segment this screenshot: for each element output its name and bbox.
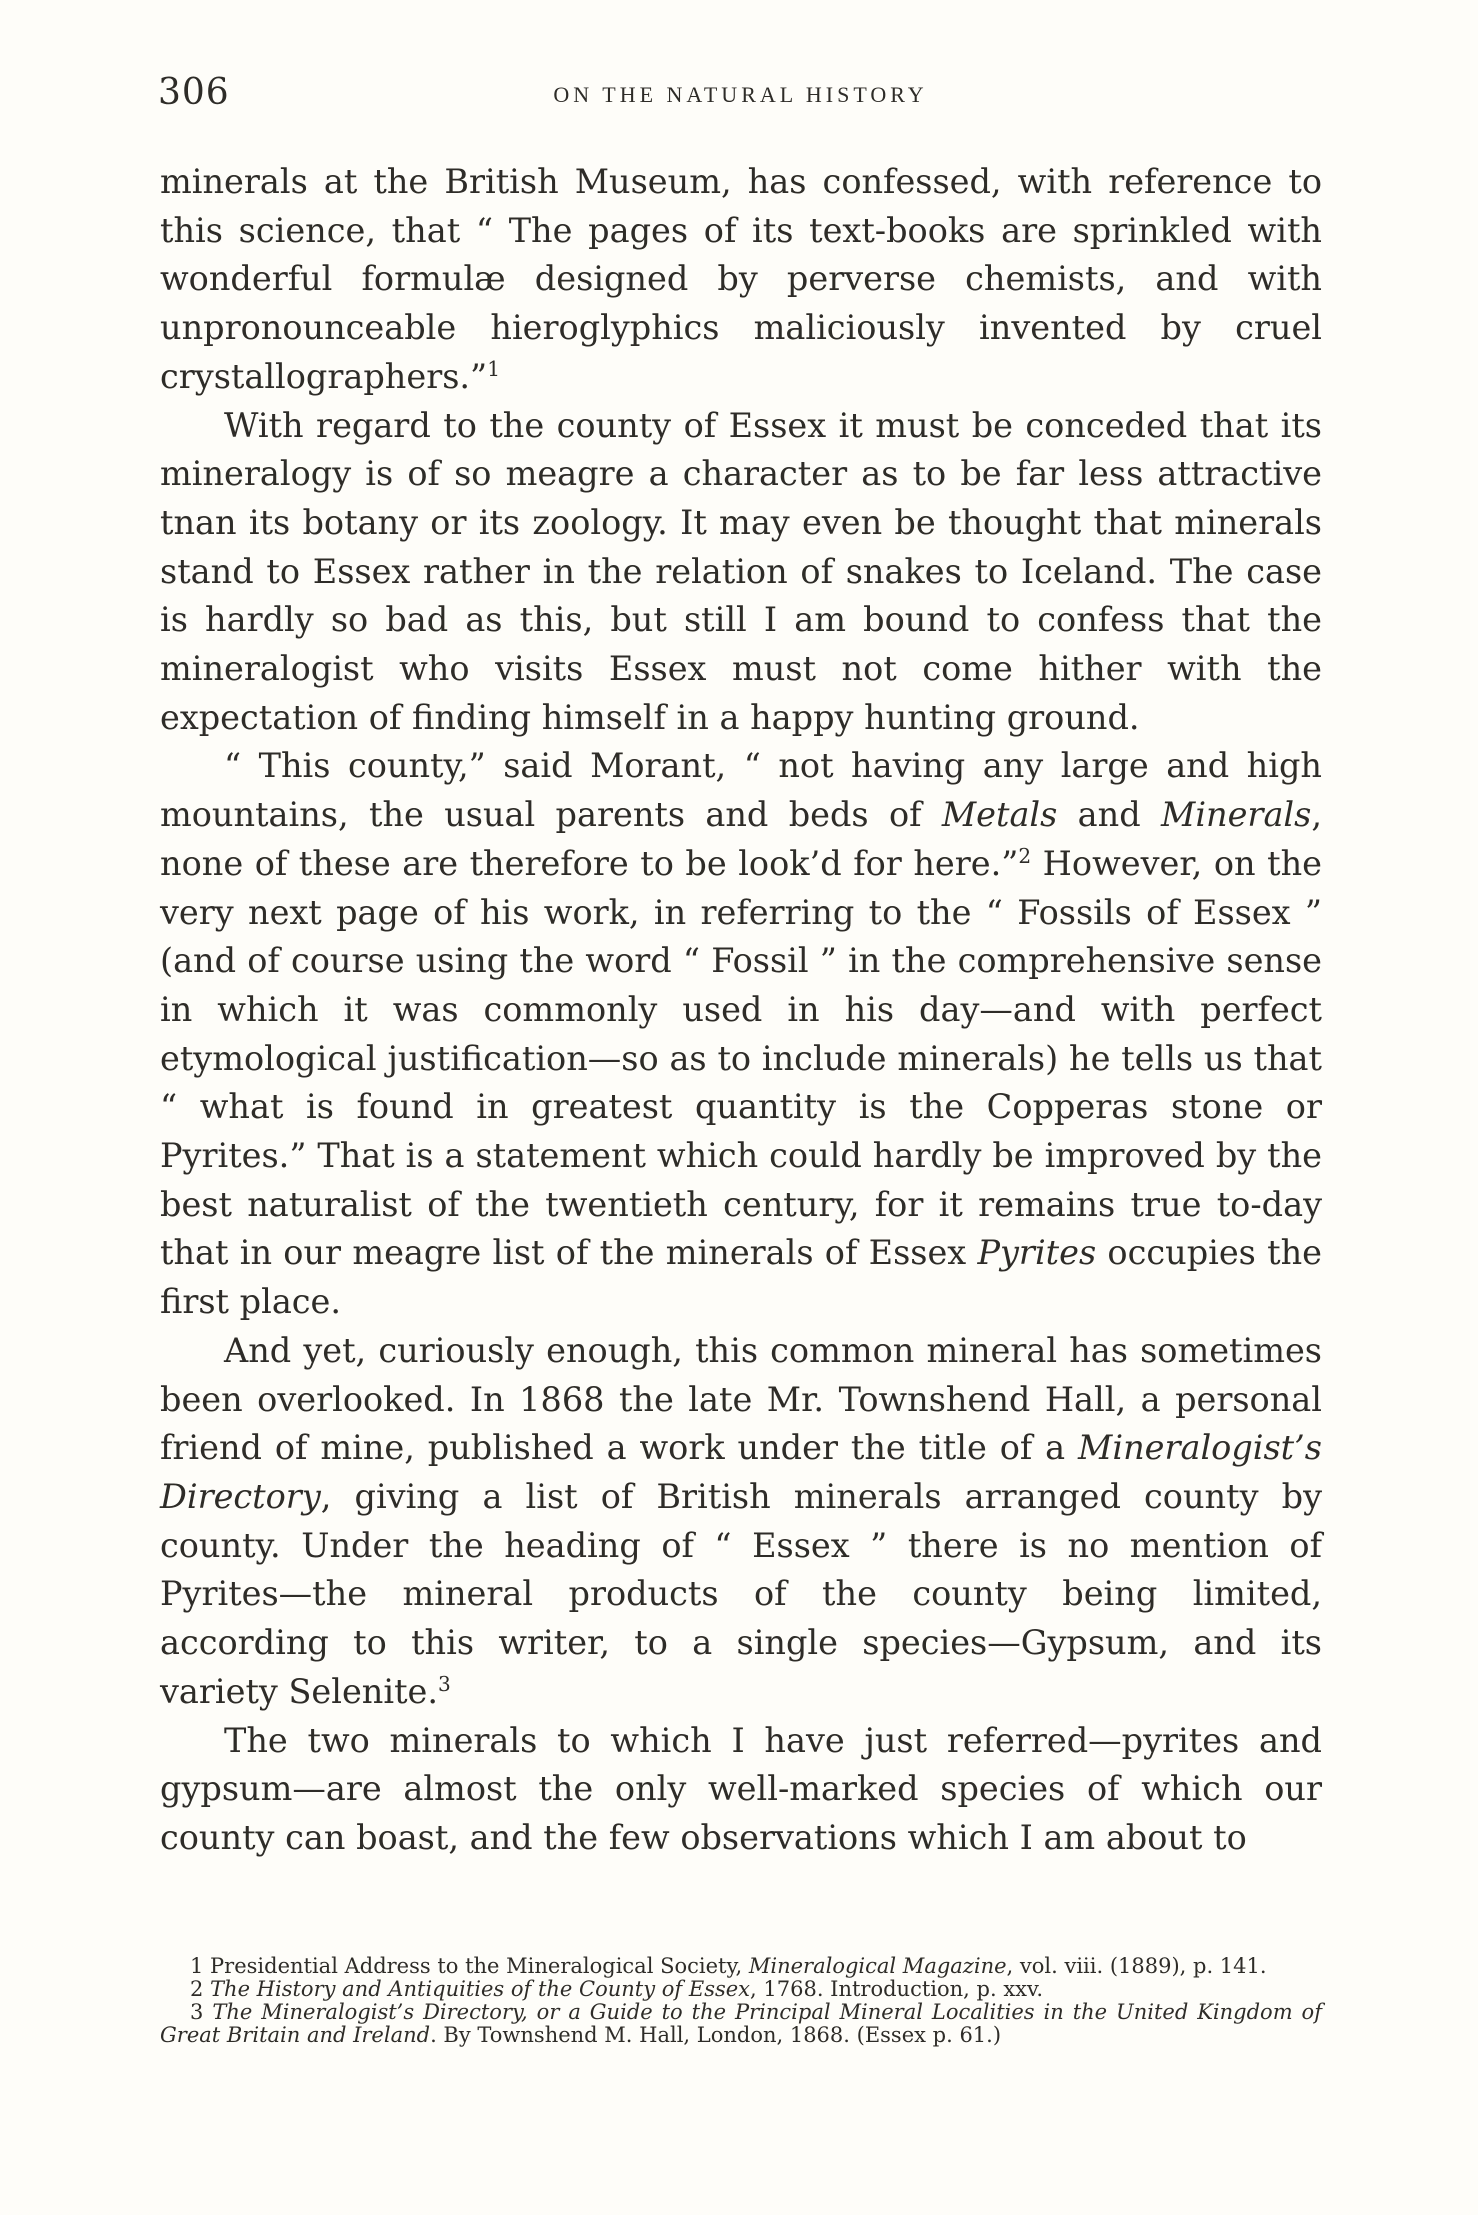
text-run: With regard to the county of Essex it must be conceded that its mineralogy is of so meagre a character as to be far less attractive tnan its botany or its zoology. It may even be thought that minerals stand to Essex rather in the relation of snakes to Iceland. The case is hardly so bad as this, but still I am bound to confess that the mineralogist who visits Essex must not come hither with the expectation of finding himself in a happy hunting ground.	[160, 405, 1322, 737]
text-run: minerals at the British Museum, has confessed, with reference to this science, that “ The pages of its text-books are sprinkled with wonderful formulæ designed by perverse chemists, and with unpronounceable hieroglyphics maliciously invented by cruel crystallographers.”	[160, 162, 1322, 396]
italic-text: Pyrites	[977, 1233, 1097, 1273]
text-run: However, on the very next page of his work, in referring to the “ Fossils of Essex ” (and of course using the word “ Fossil ” in the comprehensive sense in which it was commonly used in his day—and with perfect etymological justification—so as to include minerals) he tells us that “ what is found in greatest quantity is the Copperas stone or Pyrites.” That is a statement which could hardly be improved by the best naturalist of the twentieth century, for it remains true to-day that in our meagre list of the minerals of Essex	[160, 843, 1322, 1273]
footnotes	[160, 1955, 1322, 2047]
paragraph	[160, 1717, 1322, 1863]
text-run: , 1768. Introduction, p. xxv.	[750, 1977, 1044, 2001]
text-run: occupies the first place.	[160, 1233, 1322, 1322]
italic-text: Minerals	[1161, 795, 1312, 835]
text-run: and	[1057, 795, 1162, 835]
text-run: 3	[190, 2000, 213, 2024]
italic-text: The Mineralogist’s Directory, or a Guide to the Principal Mineral Localities in the United Kingdom of Great Britain and Ireland	[160, 2000, 1322, 2047]
text-run: “ This county,” said Morant, “ not having any large and high mountains, the usual parents and beds of	[160, 746, 1322, 835]
footnote	[160, 2001, 1322, 2047]
body-text	[160, 158, 1322, 1863]
paragraph	[160, 402, 1322, 743]
footnote-reference: 2	[1018, 843, 1032, 868]
footnote	[160, 1955, 1322, 1978]
text-run: , none of these are therefore to be look’d for here.”	[160, 795, 1322, 883]
text-run: The two minerals to which I have just referred—pyrites and gypsum—are almost the only well-marked species of which our county can boast, and the few observations which I am about to	[160, 1720, 1322, 1857]
text-run: . By Townshend M. Hall, London, 1868. (Essex p. 61.)	[430, 2023, 1002, 2047]
paragraph	[160, 158, 1322, 402]
footnote-reference: 1	[487, 356, 500, 381]
footnote	[160, 1978, 1322, 2001]
running-head: ON THE NATURAL HISTORY	[553, 82, 928, 107]
paragraph	[160, 1327, 1322, 1717]
italic-text: Mineralogical Magazine	[748, 1954, 1007, 1978]
italic-text: Metals	[941, 795, 1058, 835]
paragraph	[160, 742, 1322, 1326]
italic-text: The History and Antiquities of the County of Essex	[210, 1977, 751, 2001]
italic-text: Mineralogist’s Directory	[160, 1428, 1322, 1516]
text-run: 2	[190, 1977, 211, 2001]
text-run: , giving a list of British minerals arranged county by county. Under the heading of “ Essex ” there is no mention of Pyrites—the mineral products of the county being limited, according to this writer, to a single species—Gypsum, and its variety Selenite.	[160, 1476, 1322, 1711]
text-run: And yet, curiously enough, this common mineral has sometimes been overlooked. In 1868 the late Mr. Townshend Hall, a personal friend of mine, published a work under the title of a	[160, 1330, 1322, 1468]
text-run: , vol. viii. (1889), p. 141.	[1006, 1954, 1267, 1978]
page-header	[158, 72, 1323, 122]
text-run: 1 Presidential Address to the Mineralogical Society,	[190, 1954, 749, 1978]
page-number: 306	[158, 72, 230, 113]
footnote-reference: 3	[438, 1671, 451, 1696]
